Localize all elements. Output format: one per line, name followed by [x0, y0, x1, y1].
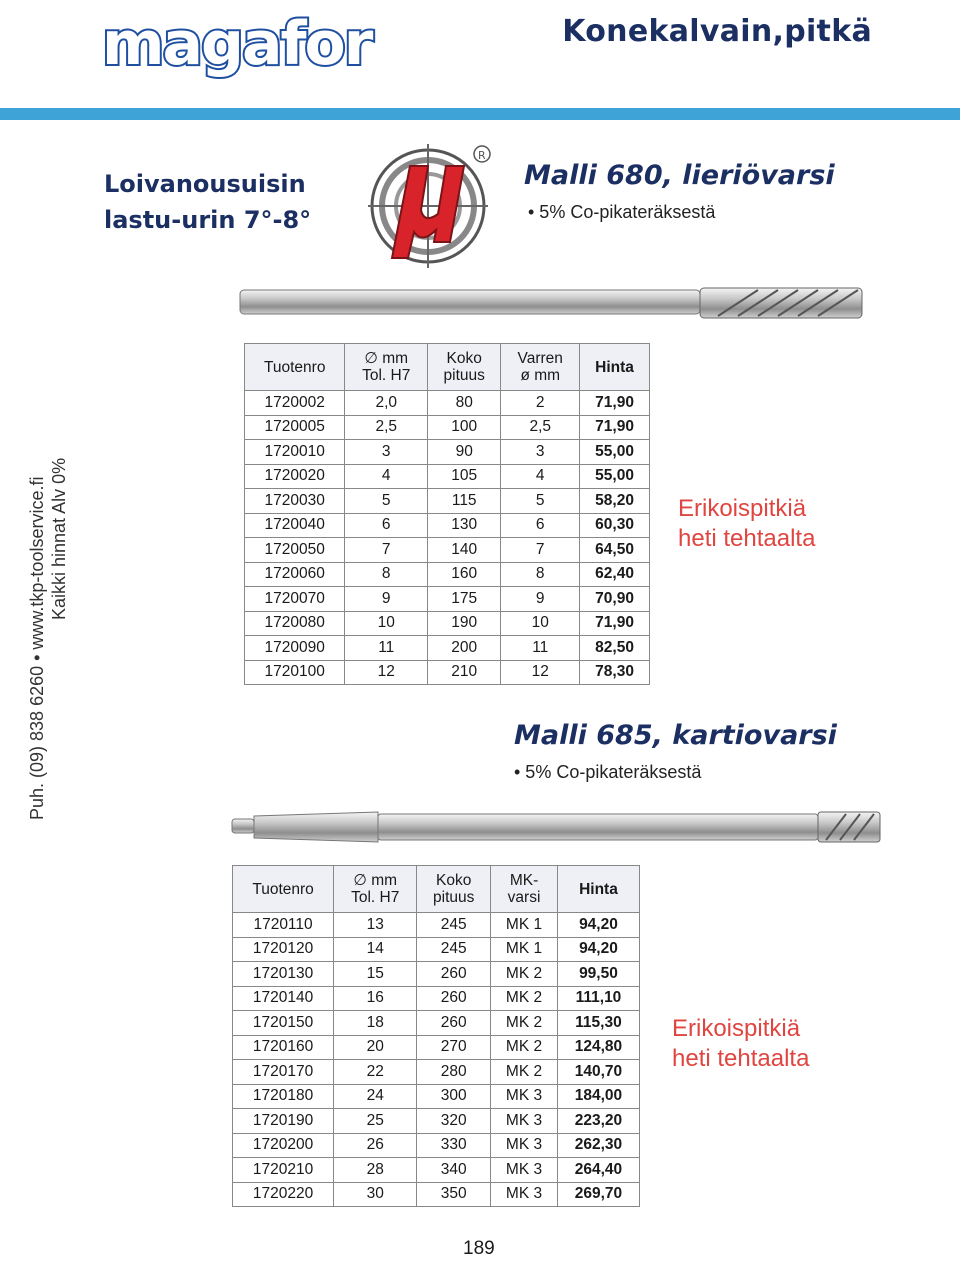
product-number-cell: 1720220: [233, 1182, 334, 1207]
shank-cell: MK 1: [491, 937, 558, 962]
diameter-cell: 6: [345, 513, 428, 538]
price-cell: 55,00: [580, 440, 650, 465]
length-cell: 350: [417, 1182, 491, 1207]
diameter-cell: 16: [334, 986, 417, 1011]
table-row: [245, 415, 650, 440]
shank-cell: MK 2: [491, 1060, 558, 1085]
shank-cell: 11: [501, 636, 580, 661]
price-cell: 94,20: [557, 913, 639, 938]
price-cell: 124,80: [557, 1035, 639, 1060]
product-number-cell: 1720150: [233, 1011, 334, 1036]
length-cell: 130: [428, 513, 501, 538]
product-number-cell: 1720090: [245, 636, 345, 661]
product-number-cell: 1720110: [233, 913, 334, 938]
table-row: [233, 1182, 640, 1207]
product-number-cell: 1720080: [245, 611, 345, 636]
table-row: [245, 660, 650, 685]
product-number-cell: 1720200: [233, 1133, 334, 1158]
shank-cell: 9: [501, 587, 580, 612]
diameter-cell: 30: [334, 1182, 417, 1207]
table-row: [245, 636, 650, 661]
price-cell: 264,40: [557, 1158, 639, 1183]
model-685-special-note: [672, 1014, 809, 1074]
shank-cell: 12: [501, 660, 580, 685]
table-row: [233, 1109, 640, 1134]
product-number-cell: 1720120: [233, 937, 334, 962]
product-number-cell: 1720002: [245, 391, 345, 416]
product-number-cell: 1720040: [245, 513, 345, 538]
length-cell: 200: [428, 636, 501, 661]
shank-cell: MK 2: [491, 986, 558, 1011]
shank-cell: 4: [501, 464, 580, 489]
price-cell: 111,10: [557, 986, 639, 1011]
col-mk-shank: MK- varsi: [491, 866, 558, 913]
shank-cell: MK 3: [491, 1133, 558, 1158]
shank-cell: 3: [501, 440, 580, 465]
table-row: [245, 464, 650, 489]
length-cell: 300: [417, 1084, 491, 1109]
shank-cell: MK 2: [491, 1011, 558, 1036]
model-680-special-note: [678, 494, 815, 554]
table-row: [233, 1084, 640, 1109]
table-row: [233, 1133, 640, 1158]
price-cell: 55,00: [580, 464, 650, 489]
price-cell: 70,90: [580, 587, 650, 612]
product-number-cell: 1720180: [233, 1084, 334, 1109]
price-cell: 94,20: [557, 937, 639, 962]
diameter-cell: 25: [334, 1109, 417, 1134]
length-cell: 190: [428, 611, 501, 636]
price-cell: 184,00: [557, 1084, 639, 1109]
shank-cell: MK 2: [491, 1035, 558, 1060]
shank-cell: 2: [501, 391, 580, 416]
price-cell: 140,70: [557, 1060, 639, 1085]
product-number-cell: 1720130: [233, 962, 334, 987]
shank-cell: MK 3: [491, 1182, 558, 1207]
price-cell: 62,40: [580, 562, 650, 587]
shank-cell: MK 1: [491, 913, 558, 938]
length-cell: 270: [417, 1035, 491, 1060]
diameter-cell: 26: [334, 1133, 417, 1158]
price-cell: 71,90: [580, 391, 650, 416]
shank-cell: MK 2: [491, 962, 558, 987]
price-cell: 82,50: [580, 636, 650, 661]
price-cell: 262,30: [557, 1133, 639, 1158]
table-row: [233, 986, 640, 1011]
table-row: [245, 440, 650, 465]
product-number-cell: 1720160: [233, 1035, 334, 1060]
col-price: Hinta: [580, 344, 650, 391]
price-cell: 99,50: [557, 962, 639, 987]
length-cell: 320: [417, 1109, 491, 1134]
diameter-cell: 5: [345, 489, 428, 514]
table-row: [245, 562, 650, 587]
length-cell: 160: [428, 562, 501, 587]
table-row: [245, 391, 650, 416]
special-line2: heti tehtaalta: [672, 1045, 810, 1072]
diameter-cell: 22: [334, 1060, 417, 1085]
vat-note: Kaikki hinnat Alv 0%: [49, 457, 69, 620]
product-number-cell: 1720070: [245, 587, 345, 612]
diameter-cell: 15: [334, 962, 417, 987]
product-number-cell: 1720100: [245, 660, 345, 685]
shank-cell: 2,5: [501, 415, 580, 440]
page-number: 189: [463, 1238, 495, 1259]
product-number-cell: 1720170: [233, 1060, 334, 1085]
diameter-cell: 2,5: [345, 415, 428, 440]
price-cell: 78,30: [580, 660, 650, 685]
diameter-cell: 3: [345, 440, 428, 465]
product-number-cell: 1720010: [245, 440, 345, 465]
length-cell: 140: [428, 538, 501, 563]
diameter-cell: 8: [345, 562, 428, 587]
diameter-cell: 13: [334, 913, 417, 938]
diameter-cell: 18: [334, 1011, 417, 1036]
special-line2: heti tehtaalta: [678, 525, 816, 552]
length-cell: 115: [428, 489, 501, 514]
intro-line1: Loivanousuisin: [104, 170, 306, 198]
table-row: [233, 1011, 640, 1036]
shank-cell: MK 3: [491, 1158, 558, 1183]
shank-cell: 7: [501, 538, 580, 563]
length-cell: 330: [417, 1133, 491, 1158]
col-shank: Varren ø mm: [501, 344, 580, 391]
col-length: Koko pituus: [417, 866, 491, 913]
table-row: [245, 513, 650, 538]
length-cell: 260: [417, 962, 491, 987]
diameter-cell: 11: [345, 636, 428, 661]
table-row: [233, 1060, 640, 1085]
diameter-cell: 4: [345, 464, 428, 489]
product-number-cell: 1720050: [245, 538, 345, 563]
diameter-cell: 14: [334, 937, 417, 962]
length-cell: 245: [417, 913, 491, 938]
col-diameter: ∅ mm Tol. H7: [345, 344, 428, 391]
contact-info: Puh. (09) 838 6260 • www.tkp-toolservice.fi: [27, 476, 47, 820]
diameter-cell: 12: [345, 660, 428, 685]
diameter-cell: 2,0: [345, 391, 428, 416]
table-row: [245, 489, 650, 514]
price-cell: 64,50: [580, 538, 650, 563]
shank-cell: 10: [501, 611, 580, 636]
length-cell: 90: [428, 440, 501, 465]
shank-cell: 5: [501, 489, 580, 514]
table-body: [245, 391, 650, 685]
reamer-straight-image: [238, 282, 870, 324]
diameter-cell: 20: [334, 1035, 417, 1060]
page-title: Konekalvain,pitkä: [562, 14, 872, 49]
table-body: [233, 913, 640, 1207]
model-680-title: Malli 680, lieriövarsi: [524, 160, 835, 191]
logo-text: magafor: [102, 9, 372, 79]
shank-cell: 8: [501, 562, 580, 587]
col-product-number: Tuotenro: [233, 866, 334, 913]
shank-cell: MK 3: [491, 1109, 558, 1134]
col-diameter: ∅ mm Tol. H7: [334, 866, 417, 913]
length-cell: 80: [428, 391, 501, 416]
length-cell: 175: [428, 587, 501, 612]
product-number-cell: 1720060: [245, 562, 345, 587]
table-header-row: [245, 344, 650, 391]
model-680-bullet: • 5% Co-pikateräksestä: [528, 202, 716, 222]
shank-cell: 6: [501, 513, 580, 538]
special-line1: Erikoispitkiä: [678, 495, 807, 522]
table-row: [233, 1158, 640, 1183]
product-number-cell: 1720005: [245, 415, 345, 440]
model-680-table: [244, 343, 650, 685]
product-number-cell: 1720190: [233, 1109, 334, 1134]
price-cell: 71,90: [580, 415, 650, 440]
special-line1: Erikoispitkiä: [672, 1015, 801, 1042]
table-row: [233, 962, 640, 987]
mu-emblem: [366, 140, 496, 270]
price-cell: 269,70: [557, 1182, 639, 1207]
length-cell: 340: [417, 1158, 491, 1183]
table-row: [245, 538, 650, 563]
price-cell: 60,30: [580, 513, 650, 538]
table-row: [233, 913, 640, 938]
col-length: Koko pituus: [428, 344, 501, 391]
product-number-cell: 1720030: [245, 489, 345, 514]
price-cell: 115,30: [557, 1011, 639, 1036]
diameter-cell: 9: [345, 587, 428, 612]
col-product-number: Tuotenro: [245, 344, 345, 391]
registered-mark: R: [478, 149, 486, 162]
product-number-cell: 1720020: [245, 464, 345, 489]
model-685-table: [232, 865, 640, 1207]
table-row: [245, 611, 650, 636]
length-cell: 245: [417, 937, 491, 962]
model-685-title: Malli 685, kartiovarsi: [514, 720, 837, 751]
price-cell: 71,90: [580, 611, 650, 636]
magafor-logo: [100, 6, 380, 88]
model-685-bullet: • 5% Co-pikateräksestä: [514, 762, 702, 782]
product-number-cell: 1720210: [233, 1158, 334, 1183]
table-row: [233, 937, 640, 962]
diameter-cell: 10: [345, 611, 428, 636]
diameter-cell: 28: [334, 1158, 417, 1183]
table-row: [233, 1035, 640, 1060]
reamer-taper-image: [228, 804, 888, 850]
length-cell: 210: [428, 660, 501, 685]
length-cell: 100: [428, 415, 501, 440]
price-cell: 58,20: [580, 489, 650, 514]
length-cell: 260: [417, 1011, 491, 1036]
diameter-cell: 24: [334, 1084, 417, 1109]
price-cell: 223,20: [557, 1109, 639, 1134]
table-row: [245, 587, 650, 612]
length-cell: 105: [428, 464, 501, 489]
intro-text: [104, 166, 311, 238]
shank-cell: MK 3: [491, 1084, 558, 1109]
length-cell: 260: [417, 986, 491, 1011]
intro-line2: lastu-urin 7°-8°: [104, 206, 312, 234]
diameter-cell: 7: [345, 538, 428, 563]
col-price: Hinta: [557, 866, 639, 913]
product-number-cell: 1720140: [233, 986, 334, 1011]
table-header-row: [233, 866, 640, 913]
header-bar: [0, 108, 960, 120]
length-cell: 280: [417, 1060, 491, 1085]
